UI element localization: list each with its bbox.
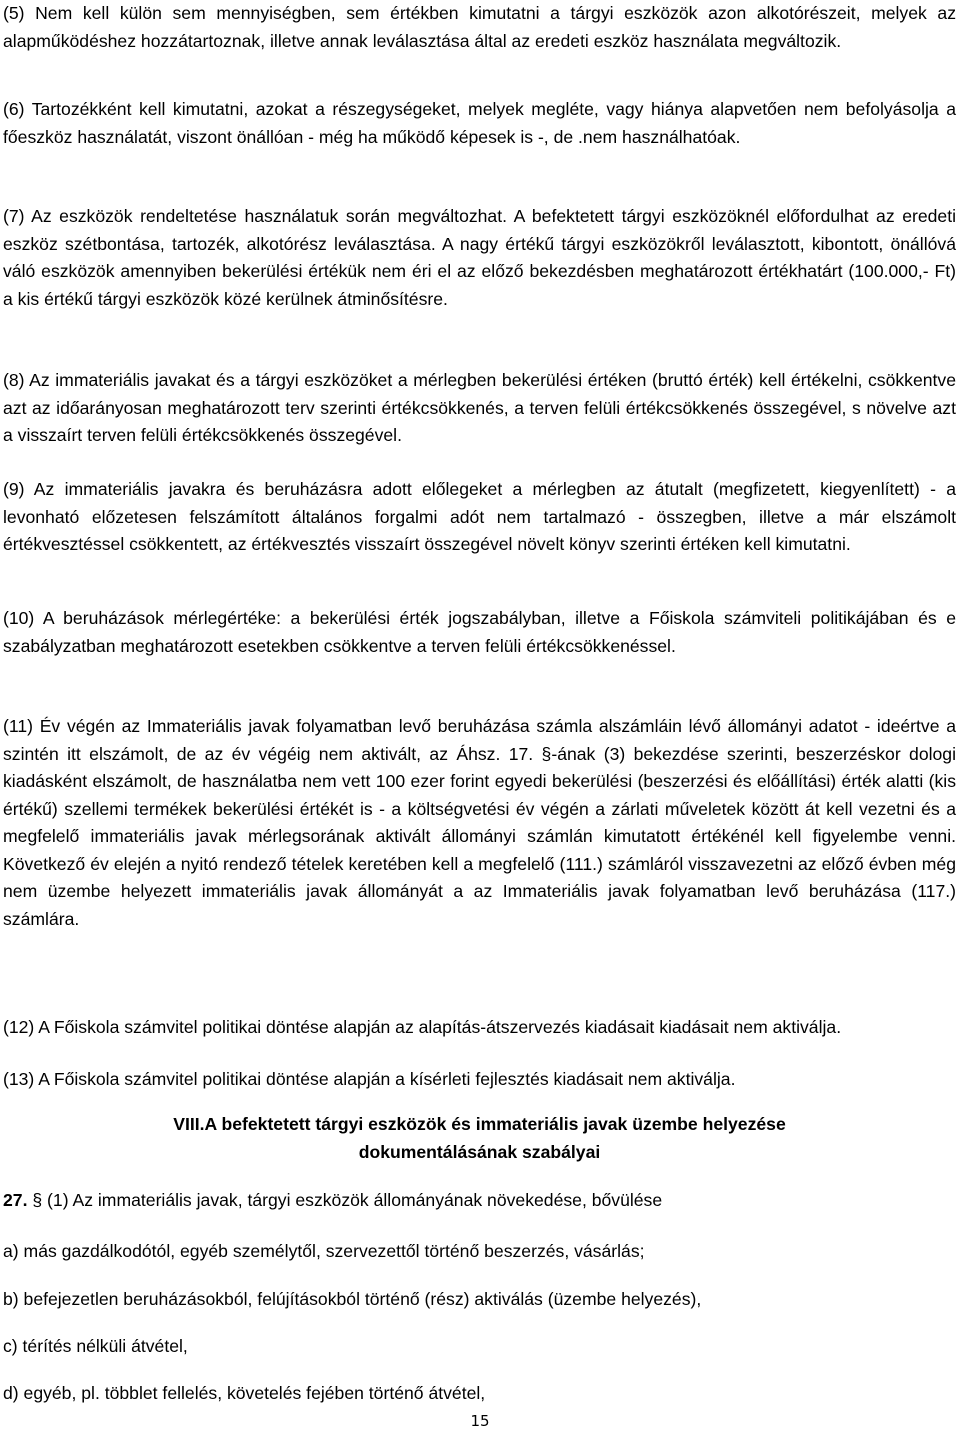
paragraph-11: (11) Év végén az Immateriális javak folyamatban levő beruházása számla alszámláin lévő állományi adatot - ideértve a szintén itt elszámolt, de az év végéig nem aktivált, az Áhsz. 17. §-ának (3) bekezdése szerinti, beszerzéskor dologi kiadásként elszámolt, de használatba nem vett 100 ezer forint egyedi bekerülési (beszerzési és előállítási) érték alatti (kis értékű) szellemi termékek bekerülési értékét is - a költségvetési év végén a zárlati műveletek között át kell vezetni és a megfelelő immateriális javak mérlegsorának aktivált állományi számlán kimutatott értékénél kell figyelembe venni. Következő év elején a nyitó rendező tételek keretében kell a megfelelő (111.) számláról visszavezetni az előző évben még nem üzembe helyezett immateriális javak állományát a az Immateriális javak folyamatban levő beruházása (117.) számlára. — [3, 716, 956, 929]
section-heading-line2: dokumentálásának szabályai — [358, 1142, 601, 1162]
section-heading — [3, 1110, 956, 1166]
paragraph-10: (10) A beruházások mérlegértéke: a bekerülési érték jogszabályban, illetve a Főiskola számviteli politikájában és e szabályzatban meghatározott esetekben csökkentve a terven felüli értékcsökkenéssel. — [3, 608, 956, 656]
section-heading-line1: VIII.A befektetett tárgyi eszközök és immateriális javak üzembe helyezése — [173, 1114, 786, 1134]
paragraph-6: (6) Tartozékként kell kimutatni, azokat a részegységeket, melyek megléte, vagy hiánya alapvetően nem befolyásolja a főeszköz használatát, viszont önállóan - még ha működő képesek is -, de .nem használhatóak. — [3, 99, 956, 147]
page-number: 15 — [470, 1412, 490, 1430]
list-item-a: a) más gazdálkodótól, egyéb személytől, szervezettől történő beszerzés, vásárlás; — [3, 1241, 645, 1261]
paragraph-12: (12) A Főiskola számvitel politikai döntése alapján az alapítás-átszervezés kiadásait kiadásait nem aktiválja. — [3, 1017, 842, 1037]
paragraph-8: (8) Az immateriális javakat és a tárgyi eszközöket a mérlegben bekerülési értéken (bruttó érték) kell értékelni, csökkentve azt az időarányosan meghatározott terv szerinti értékcsökkenés, a terven felüli értékcsökkenés összegével, s növelve azt a visszaírt terven felüli értékcsökkenés összegével. — [3, 370, 956, 445]
article-27 — [3, 1187, 956, 1215]
paragraph-7: (7) Az eszközök rendeltetése használatuk során megváltozhat. A befektetett tárgyi eszközöknél előfordulhat az eredeti eszköz szétbontása, tartozék, alkotórész leválasztása. A nagy értékű tárgyi eszközökről leválasztott, kibontott, önállóvá váló eszközök amennyiben bekerülési értékük nem éri el az előző bekezdésben meghatározott értékhatárt (100.000,- Ft) a kis értékű tárgyi eszközök közé kerülnek átminősítésre. — [3, 206, 956, 309]
list-item-d: d) egyéb, pl. többlet fellelés, követelés fejében történő átvétel, — [3, 1383, 486, 1403]
article-number: 27. — [3, 1190, 28, 1210]
list-item-c: c) térítés nélküli átvétel, — [3, 1336, 188, 1356]
paragraph-5: (5) Nem kell külön sem mennyiségben, sem értékben kimutatni a tárgyi eszközök azon alkotórészeit, melyek az alapműködéshez hozzátartoznak, illetve annak leválasztása által az eredeti eszköz használata megváltozik. — [3, 3, 956, 51]
article-text: (1) Az immateriális javak, tárgyi eszközök állományának növekedése, bővülése — [47, 1190, 663, 1210]
list-item-b: b) befejezetlen beruházásokból, felújításokból történő (rész) aktiválás (üzembe helyezés), — [3, 1289, 702, 1309]
section-symbol: § — [32, 1190, 43, 1210]
paragraph-9: (9) Az immateriális javakra és beruházásra adott előlegeket a mérlegben az átutalt (megfizetett, kiegyenlített) - a levonható előzetesen felszámított általános forgalmi adót nem tartalmazó - összegben, illetve a már elszámolt értékvesztéssel csökkentett, az értékvesztés visszaírt összegével növelt könyv szerinti értéken kell kimutatni. — [3, 479, 956, 554]
paragraph-13: (13) A Főiskola számvitel politikai döntése alapján a kísérleti fejlesztés kiadásait nem aktiválja. — [3, 1069, 736, 1089]
